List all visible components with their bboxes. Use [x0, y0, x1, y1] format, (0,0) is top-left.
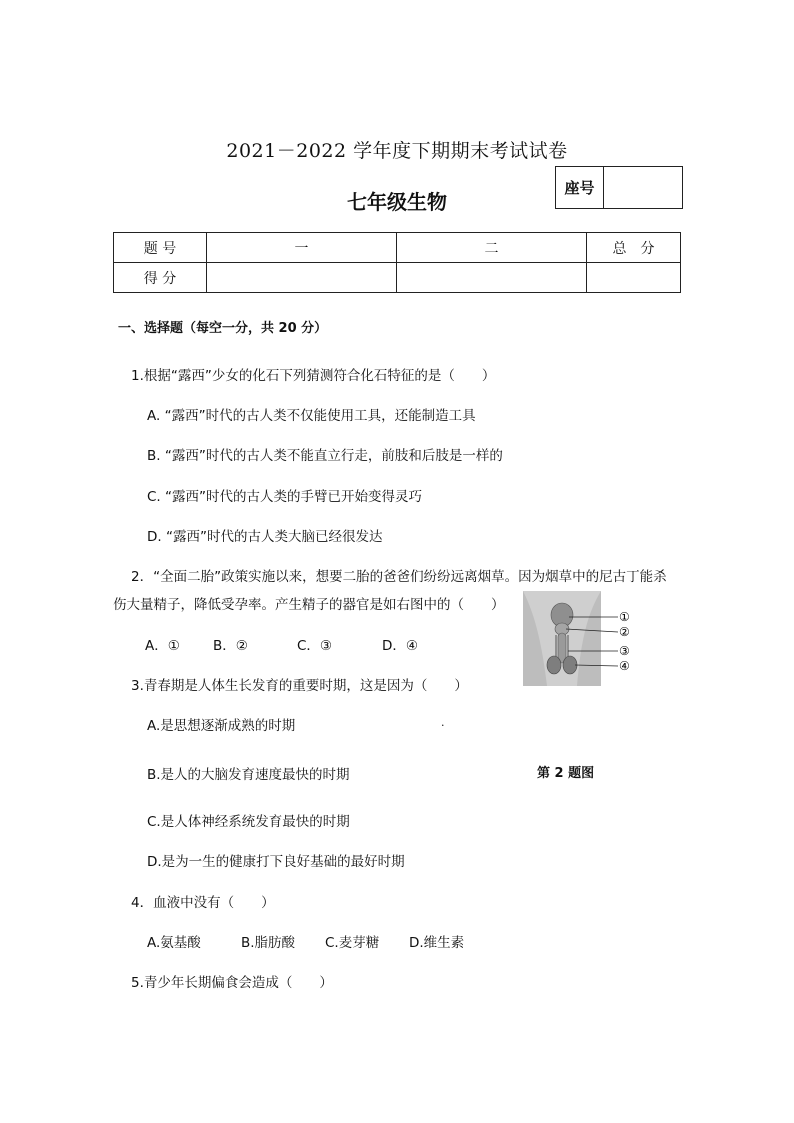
score-table-cell: 总 分 — [587, 233, 681, 263]
question-3-option-b: B.是人的大脑发育速度最快的时期 — [147, 767, 350, 783]
question-2-stem-line-1: 2．“全面二胎”政策实施以来，想要二胎的爸爸们纷纷远离烟草。因为烟草中的尼古丁能杀 — [131, 569, 667, 585]
stray-dot: . — [441, 716, 445, 729]
figure-label-2: ② — [619, 625, 630, 639]
question-1-option-a: A. “露西”时代的古人类不仅能使用工具，还能制造工具 — [147, 408, 476, 424]
question-3-option-d: D.是为一生的健康打下良好基础的最好时期 — [147, 854, 405, 870]
exam-subject: 七年级生物 — [347, 190, 447, 214]
score-table-cell — [587, 263, 681, 293]
exam-title: 2021－2022 学年度下期期末考试试卷 — [226, 140, 568, 162]
seat-number-label: 座号 — [556, 167, 604, 208]
question-2-option-d: D．④ — [382, 638, 418, 654]
question-4-option-b: B.脂肪酸 — [241, 935, 296, 951]
score-table-cell: 题 号 — [114, 233, 207, 263]
question-2-stem-line-2: 伤大量精子，降低受孕率。产生精子的器官是如右图中的（ ） — [113, 597, 505, 613]
question-2-option-b: B．② — [213, 638, 248, 654]
score-table-score-row — [114, 263, 681, 293]
score-table-cell: 得 分 — [114, 263, 207, 293]
question-4-option-a: A.氨基酸 — [147, 935, 201, 951]
score-table — [113, 232, 681, 293]
seat-number-field — [604, 167, 682, 208]
question-2-option-a: A．① — [145, 638, 180, 654]
seat-number-box — [555, 166, 683, 209]
question-1-option-d: D. “露西”时代的古人类大脑已经很发达 — [147, 529, 383, 545]
score-table-cell — [207, 263, 397, 293]
male-reproductive-system-figure — [523, 591, 648, 686]
score-table-cell — [397, 263, 587, 293]
question-1-option-b: B. “露西”时代的古人类不能直立行走，前肢和后肢是一样的 — [147, 448, 503, 464]
score-table-cell: 一 — [207, 233, 397, 263]
question-1-option-c: C. “露西”时代的古人类的手臂已开始变得灵巧 — [147, 489, 422, 505]
question-4-option-c: C.麦芽糖 — [325, 935, 380, 951]
question-4-stem: 4．血液中没有（ ） — [131, 895, 275, 911]
question-4-option-d: D.维生素 — [409, 935, 465, 951]
question-3-stem: 3.青春期是人体生长发育的重要时期，这是因为（ ） — [131, 678, 468, 694]
question-5-stem: 5.青少年长期偏食会造成（ ） — [131, 975, 333, 991]
question-3-option-a: A.是思想逐渐成熟的时期 — [147, 718, 296, 734]
question-3-option-c: C.是人体神经系统发育最快的时期 — [147, 814, 350, 830]
section-heading: 一、选择题（每空一分，共 20 分） — [118, 321, 328, 336]
figure-label-4: ④ — [619, 659, 630, 673]
figure-label-1: ① — [619, 610, 630, 624]
figure-label-3: ③ — [619, 644, 630, 658]
question-2-option-c: C．③ — [297, 638, 333, 654]
score-table-header-row — [114, 233, 681, 263]
question-1-stem: 1.根据“露西”少女的化石下列猜测符合化石特征的是（ ） — [131, 368, 496, 384]
figure-caption: 第 2 题图 — [537, 766, 595, 781]
score-table-cell: 二 — [397, 233, 587, 263]
